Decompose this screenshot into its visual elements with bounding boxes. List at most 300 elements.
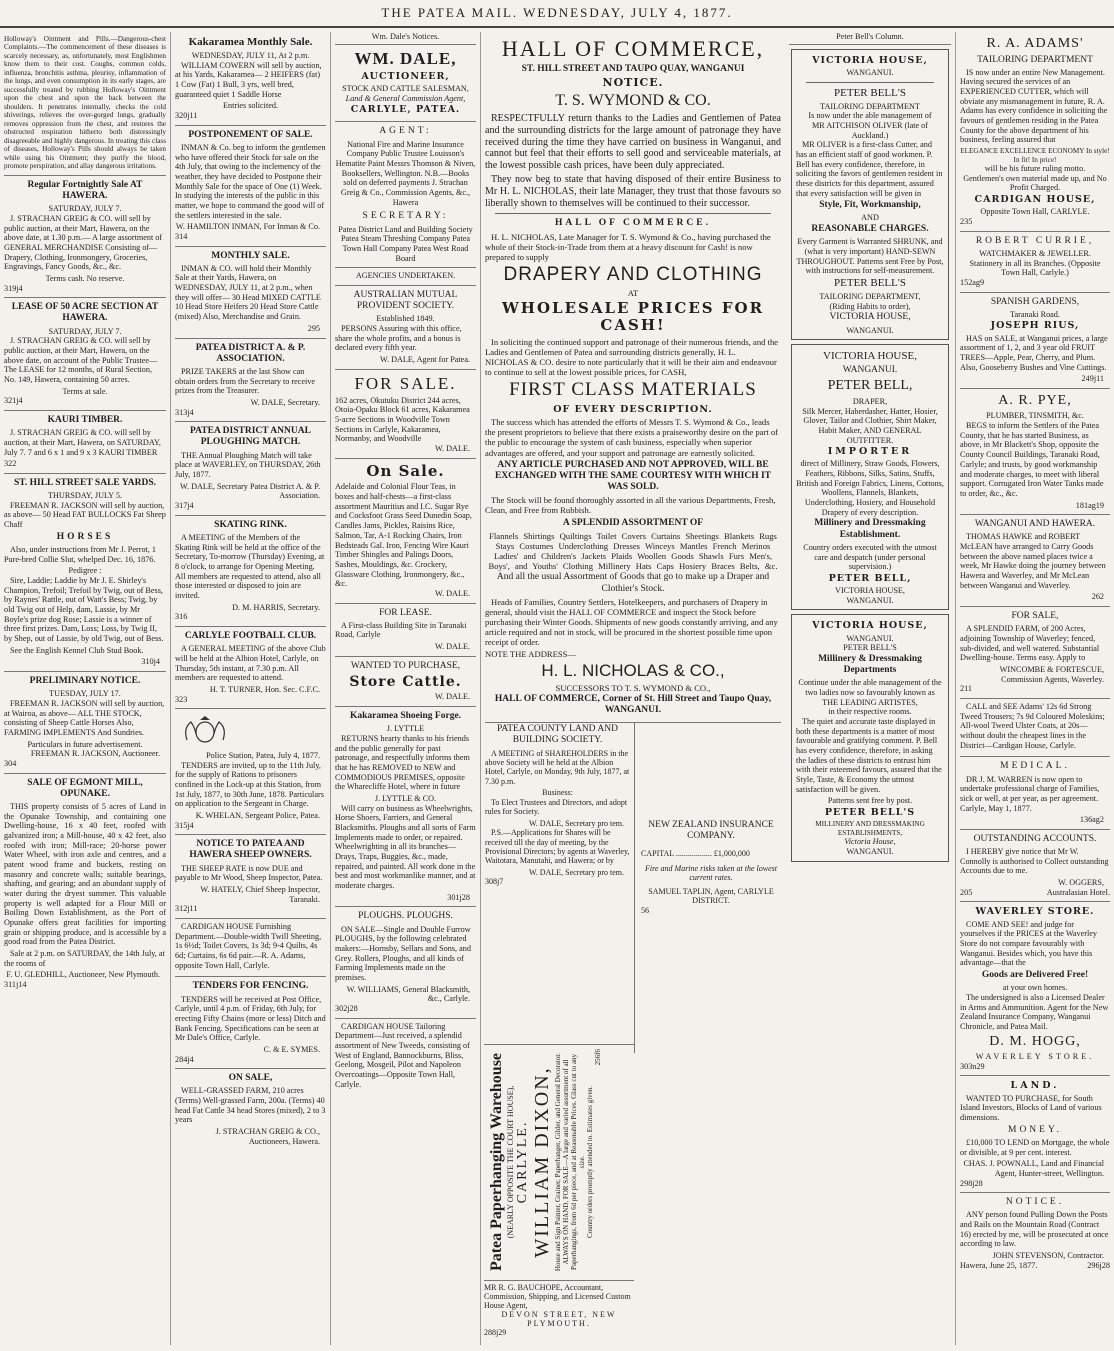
- column-2: [170, 32, 330, 1345]
- hall-subtitle: HALL OF COMMERCE.: [555, 218, 711, 229]
- ad-body: DR J. M. WARREN is now open to undertake professional charge of Families, sick or well, at per year, as per agreement. Carlyle, May 1, 1877.: [960, 774, 1100, 813]
- nz-insurance-ad: [635, 723, 785, 1053]
- patterns: Patterns sent free by post.: [827, 796, 913, 806]
- drapery-heading: DRAPERY AND CLOTHING: [503, 264, 763, 285]
- ad-name: JOSEPH RIUS,: [990, 320, 1080, 332]
- agent-body: National Fire and Marine Insurance Company Public Trustee Louisson's Hematite Paint Messrs Thomson & Niven, Booksellers, Wellington. N.B.—Books sold on deferred payments J. Strachan Greig & Co., Commission Agents, &c., Hawera: [335, 139, 476, 207]
- town-2: WANGANUI.: [846, 325, 894, 335]
- for-lease-ad: [335, 604, 476, 657]
- millinery: Millinery and Dressmaking Establishment.: [814, 518, 926, 540]
- hall-body: Heads of Families, Country Settlers, Hotelkeepers, and purchasers of Drapery in general, should visit the HALL OF COMMERCE and inspect the Stock before purchasing their Winter Goods. Shipments of new goods constantly arriving, and any article required and not in stock, will be procured in the shortest possible time upon receipt of order.: [485, 596, 778, 648]
- ad-body: INMAN & CO. will hold their Monthly Sale at their Yards, Hawera, on WEDNESDAY, JULY 11, at 2 p.m., when they will offer— 30 Head MIXED CATTLE 10 Head Store Heifers 20 Head Store Cattle (mixed) Also, Merchandise and Grain.: [175, 263, 321, 322]
- manager: MR AITCHISON OLIVER (late of Auckland.): [812, 120, 928, 140]
- lower-section: [485, 723, 781, 1053]
- ad-body: INMAN & Co. beg to inform the gentlemen who have offered their Stock for sale on the 4th July, that owing to the inclemency of the weather, they have decided to Postpone their Monthly Sale for the space of One (1) Week. In studying the interests of the public in this matter, we hope to command the good will of the settlers interested in the sale.: [175, 142, 326, 220]
- ad-heading: LEASE OF 50 ACRE SECTION AT HAWERA.: [11, 302, 159, 324]
- ad-footer: [960, 888, 1110, 898]
- column-header: Wm. Dale's Notices.: [335, 32, 476, 45]
- ad-heading: Kakaramea Shoeing Forge.: [349, 711, 462, 722]
- ad-signature: K. WHELAN, Sergeant Police, Patea.: [195, 810, 320, 820]
- ad-ref: 301j28: [447, 892, 470, 902]
- ad-heading: CARLYLE FOOTBALL CLUB.: [184, 630, 317, 641]
- ad-body: RETURNS hearty thanks to his friends and the public generally for past patronage, and respectfully informs them that he has REMOVED to NEW and COMMODIOUS PREMISES, opposite the Wharecliffe Hotel, where in future: [335, 734, 470, 792]
- spanish-gardens-ad: [960, 293, 1110, 389]
- ad-heading: PATEA COUNTY LAND AND BUILDING SOCIETY.: [497, 724, 618, 746]
- ad-heading: Kakaramea Monthly Sale.: [188, 36, 313, 48]
- ad-ref: 302j28: [335, 1004, 358, 1014]
- ad-ref: 315j4: [175, 820, 194, 830]
- ad-signature: W. HATELY, Chief Sheep Inspector, Taranaki.: [200, 884, 320, 904]
- kauri-ad: [4, 411, 166, 474]
- horses-heading: HORSES: [56, 531, 114, 542]
- for-sale-ad: [335, 370, 476, 459]
- postponement-ad: [175, 126, 326, 247]
- ad-ref: 288j29: [484, 1328, 507, 1337]
- ad-body: P.S.—Applications for Shares will be received till the day of meeting, by the Provisional Directors; by agents at Waverley, Waitotara, Manutahi, and Hawera; or by: [485, 828, 630, 866]
- bell-name-2: PETER BELL'S: [824, 807, 916, 819]
- millinery-box: [791, 614, 949, 861]
- column-3: [330, 32, 480, 1345]
- ad-big-title: Store Cattle.: [349, 673, 462, 690]
- body: Continue under the able management of the two ladies now so favourably known as: [798, 678, 942, 698]
- ad-body: 162 acres, Okutuku District 244 acres, Otoia-Opaku Block 61 acres, Kakaramea 5-acre Sections in Woodville Town Sections in Carlyle, Kakaramea, Normanby, and Woodville: [335, 395, 470, 444]
- ad-business: Business:: [542, 788, 573, 798]
- ad-body: J. STRACHAN GREIG & CO. will sell by public auction, at their Mart, Hawera, on the above date, on account of the Public Trustee— The LEASE for 12 months, of Rural Section, No. 149, Hawera, containing 50 acres.: [4, 336, 158, 384]
- ad-address: DEVON STREET, NEW PLYMOUTH.: [501, 1310, 617, 1328]
- medical-ad: [960, 757, 1110, 830]
- sheep-owners-ad: [175, 835, 326, 919]
- tailoring-box: [791, 49, 949, 341]
- masthead: THE PATEA MAIL. WEDNESDAY, JULY 4, 1877.: [0, 0, 1114, 28]
- ad-note: will be his future ruling motto.: [984, 164, 1086, 174]
- ad-body: TENDERS will be received at Post Office, Carlyle, until 4 p.m. of Friday, 6th July, for erecting Fifty Chains (more or less) Ditch and Bank Fencing. Specifications can be seen at Mr Dale's Office, Carlyle.: [175, 994, 326, 1043]
- kakaramea-sale-ad: [175, 32, 326, 126]
- ad-ref: 322: [4, 459, 17, 469]
- money-heading: MONEY.: [1008, 1124, 1062, 1135]
- ad-signature: W. DALE, Secretary Patea District A. & P. Association.: [180, 481, 320, 501]
- ad-body: MR R. G. BAUCHOPE, Accountant, Commission, Shipping, and Licensed Custom House Agent,: [484, 1283, 631, 1310]
- store-cattle-ad: [335, 657, 476, 707]
- agencies-text: AGENCIES UNDERTAKEN.: [355, 271, 456, 281]
- ad-ref: 205: [960, 887, 973, 897]
- ad-date: TUESDAY, JULY 17.: [49, 689, 121, 699]
- ad-heading: FOR LEASE.: [379, 607, 432, 618]
- ad-heading: SKATING RINK.: [214, 519, 287, 530]
- wm-dale-ad: [335, 45, 476, 123]
- ad-ref: 304: [4, 758, 17, 768]
- bauchope-ad: [484, 1280, 634, 1348]
- ad-note: Entries solicited.: [222, 101, 279, 111]
- paperhanging-town: CARLYLE.: [514, 1120, 530, 1204]
- hall-body: RESPECTFULLY return thanks to the Ladies and Gentlemen of Patea and the surrounding districts for the large amount of patronage they have received during the time they have carried on business in Wanganui, and cannot but feel that their efforts to sell good and serviceable materials, at the lowest possible cash prices, have been duly appreciated.: [485, 113, 781, 172]
- forge-name: J. LYTTLE: [386, 724, 425, 734]
- ad-signature: W. OGGERS,: [1058, 878, 1104, 888]
- hall-body: H. L. NICHOLAS, Late Manager for T. S. Wymond & Co., having purchased the whole of their Stock-in-Trade from them at a heavy discount for Cash! is now prepared to supply: [485, 231, 771, 262]
- ad-ref: 323: [175, 694, 188, 704]
- ad-body: A SPLENDID FARM, of 200 Acres, adjoining Township of Waverley; fenced, sub-divided, and well watered. Substantial Dwelling-house. Terms easy. Apply to: [960, 624, 1100, 663]
- ad-body: A GENERAL MEETING of the above Club will be held at the Albion Hotel, Carlyle, on Thursday, 5th instant, at 7.30 p.m. All members are requested to attend.: [175, 644, 326, 683]
- preliminary-notice-ad: [4, 672, 166, 774]
- body: Is now under the able management of: [808, 111, 932, 121]
- ad-body: IS now under an entire New Management. Having secured the services of an EXPERIENCED CUTTER, which will obviate any mismanagement in future, R. A. Adams has every confidence in soliciting the favours of gentlemen residing in the Patea County for the above department of his business, feeling assured that: [960, 67, 1108, 145]
- ad-ref: 317j4: [175, 501, 194, 511]
- ad-heading: MONTHLY SALE.: [211, 250, 290, 261]
- secretary-heading: SECRETARY:: [362, 211, 449, 222]
- ad-ref: 314: [175, 231, 188, 241]
- egmont-mill-ad: [4, 774, 166, 994]
- town-2: WANGANUI.: [846, 595, 894, 605]
- ad-heading: ST. HILL STREET SALE YARDS.: [13, 477, 157, 488]
- ad-heading: PATEA DISTRICT ANNUAL PLOUGHING MATCH.: [190, 426, 311, 448]
- cardigan-furnishing-ad: [175, 919, 326, 977]
- column-1: [0, 32, 170, 1345]
- victoria-house-2: VICTORIA HOUSE,: [829, 312, 911, 323]
- cardigan-tailoring-ad: [335, 1019, 476, 1096]
- ad-body: ANY person found Pulling Down the Posts and Rails on the Mountain Road (Contract 16) erected by me, will be prosecuted at once according to law.: [960, 1210, 1109, 1249]
- items-list: Flannels Shirtings Quiltings Toilet Covers Curtains Sheetings Blankets Rugs Stays Costumes Underclothing Dresses Winceys Mantles French Merinos Ladies' and Children's Jackets Plaids Woollen Goods Shawls Furs Men's, Boys', and Youths' Clothing Millinery Hats Caps Hosiery Braces Belts, &c.: [488, 530, 778, 572]
- hall-address: ST. HILL STREET AND TAUPO QUAY, WANGANUI: [521, 63, 745, 74]
- ad-heading: LAND.: [1010, 1080, 1060, 1092]
- ad-heading: KAURI TIMBER.: [47, 414, 123, 425]
- ad-signature: FREEMAN R. JACKSON, Auctioneer.: [30, 749, 160, 759]
- ad-date: SATURDAY, JULY 7.: [48, 204, 122, 214]
- establishments: MILLINERY AND DRESSMAKING ESTABLISHMENTS,: [815, 820, 925, 837]
- monthly-sale-ad: [175, 247, 326, 339]
- artistes: THE LEADING ARTISTES,: [822, 697, 918, 707]
- ad-body: Stationery in all its Branches. (Opposite Town Hall, Carlyle.): [969, 258, 1101, 278]
- ad-body: Also, under instructions from Mr J. Perrot, 1 Pure-bred Collie Slut, whelped Dec. 16, 1876.: [4, 544, 156, 564]
- habits: (Riding Habits to order),: [829, 301, 911, 311]
- ad-body: THE SHEEP RATE is now DUE and payable to Mr Wood, Sheep Inspector, Patea.: [175, 863, 323, 883]
- town-2: WANGANUI.: [846, 846, 894, 856]
- ad-heading: NEW ZEALAND INSURANCE COMPANY.: [648, 820, 774, 842]
- shoeing-forge-ad: [335, 707, 476, 907]
- ad-heading: WANGANUI AND HAWERA.: [974, 519, 1096, 530]
- ad-body: ON SALE—Single and Double Furrow PLOUGHS, by the following celebrated makers:—Hornsby, Sellars and Sons, and Grey. Rollers, Ploughs, and all kinds of Farming Implements made on the premises.: [335, 924, 471, 982]
- agent-list: [335, 122, 476, 268]
- currie-ad: [960, 232, 1110, 293]
- ad-heading: SALE OF EGMONT MILL, OPUNAKE.: [27, 777, 143, 799]
- ad-heading: WAVERLEY STORE.: [975, 906, 1095, 918]
- ad-body: THOMAS HAWKE and ROBERT McLEAN have arranged to Carry Goods between the above named places twice a week, Mr Hawke doing the journey between Hawera and Waverley, and Mr McLean between Wanganui and Waverley.: [960, 532, 1106, 590]
- ad-body: WELL-GRASSED FARM, 210 acres (Terms) Well-grassed Farm, 200a. (Terms) 40 head Fat Cattle 34 head Stores (mixed), 2 to 3 years: [175, 1086, 326, 1125]
- sale-yards-ad: [4, 474, 166, 672]
- ad-body: I HEREBY give notice that Mr W. Connolly is authorised to Collect outstanding Accounts due to me.: [960, 847, 1109, 876]
- ad-heading: On Sale.: [366, 461, 445, 480]
- prof: in their respective rooms.: [828, 707, 912, 717]
- victoria-house-2: Victoria House,: [844, 837, 896, 847]
- importer: IMPORTER: [827, 446, 913, 458]
- ad-heading: FOR SALE.: [354, 373, 457, 393]
- ad-body: PRIZE TAKERS at the last Show can obtain orders from the Secretary to receive prizes from the Treasurer.: [175, 366, 316, 396]
- ad-ref: 152ag9: [960, 277, 985, 287]
- victoria-house: VICTORIA HOUSE,: [823, 350, 917, 363]
- ad-heading: TENDERS FOR FENCING.: [192, 981, 309, 992]
- ad-trade: WATCHMAKER & JEWELLER.: [979, 248, 1091, 258]
- ad-ref: 321j4: [4, 396, 23, 406]
- ad-date: Established 1849.: [376, 314, 435, 324]
- ad-body: A MEETING of the Members of the Skating Rink will be held at the office of the Secretary, To-morrow (Thursday) Evening, at 8 o'clock, to arrange for Opening Meeting. All members are requested to attend, also all those interested or disposed to join are invited.: [175, 532, 325, 600]
- ad-signature: J. STRACHAN GREIG & CO., Auctioneers, Hawera.: [215, 1127, 320, 1146]
- ad-heading: POSTPONEMENT OF SALE.: [188, 129, 313, 140]
- carriers-ad: [960, 515, 1110, 607]
- town: WANGANUI.: [846, 633, 894, 643]
- ad-ref: 316: [175, 612, 188, 622]
- ad-signature: W. DALE.: [435, 692, 470, 702]
- divider: [495, 213, 771, 214]
- royal-crest-icon: [175, 714, 235, 746]
- ad-body: COME AND SEE! and judge for yourselves if the PRICES at the Waverley Store do not compare favourably with Wanganui. Besides which, you have this advantage—that the: [960, 919, 1097, 968]
- ad-note: Particulars in future advertisement.: [27, 739, 143, 749]
- ad-footer: [960, 1261, 1110, 1271]
- millinery: Millinery & Dressmaking Departments: [818, 653, 922, 676]
- fortnightly-sale-ad: [4, 176, 166, 298]
- paperhanging-body2: Country orders promptly attended to. Estimates given.: [585, 1085, 594, 1239]
- ad-heading: ON SALE,: [228, 1073, 273, 1084]
- ad-signature: D. M. HARRIS, Secretary.: [232, 602, 320, 612]
- ad-date: WEDNESDAY, JULY 11, At 2 p.m.: [191, 50, 310, 60]
- draper: DRAPER,: [852, 396, 888, 406]
- ad-signature: W. DALE, Secretary pro tem.: [528, 867, 624, 877]
- ad-ref: 308j7: [485, 877, 504, 887]
- ad-body: A MEETING of SHAREHOLDERS in the above Society will be held at the Albion Hotel, Carlyle, on Monday, 9th July, 1877, at 7.30 p.m.: [485, 748, 630, 786]
- dale-place: CARLYLE, PATEA.: [350, 104, 461, 116]
- secretary-body: Patea District Land and Building Society Patea Steam Threshing Company Patea Town Hall Company Patea West Road Board: [338, 224, 473, 263]
- ad-heading: NOTICE.: [1005, 1197, 1065, 1208]
- ad-body: CARDIGAN HOUSE Furnishing Department.—Double-width Twill Sheeting, 1s 6½d; Toilet Covers, 1s 3d; 9-4 Quilts, 4s 6d; Curtains, 6s 6d pair.—R. A. Adams, opposite Town Hall, Carlyle.: [175, 922, 322, 970]
- accounts-ad: [960, 830, 1110, 903]
- ad-body: WANTED TO PURCHASE, for South Island Investors, Blocks of Land of various dimensions.: [960, 1093, 1102, 1123]
- ad-heading: A. R. PYE,: [998, 392, 1072, 408]
- bell-name-2: PETER BELL,: [828, 572, 912, 584]
- body: The quiet and accurate taste displayed in both these departments is a matter of most favourable and gratifying comment. P. Bell has every confidence, therefore, in asking the ladies of these districts to entrust him with their esteemed favours, assured that the Style, Taste, & Economy the utmost satisfaction will be given.: [796, 717, 942, 794]
- ad-dateline: Police Station, Patea, July 4, 1877.: [206, 750, 320, 760]
- association-ad: [175, 339, 326, 423]
- ad-signature: SAMUEL TAPLIN, Agent, CARLYLE DISTRICT.: [648, 886, 774, 906]
- body: Silk Mercer, Haberdasher, Hatter, Hosier, Glover, Tailor and Clothier, Shirt Maker, Habit Maker, AND GENERAL OUTFITTER.: [802, 406, 938, 445]
- dale-name: WM. DALE,: [354, 48, 457, 68]
- dale-stock: STOCK AND CATTLE SALESMAN,: [342, 83, 469, 93]
- style-line: Style, Fit, Workmanship,: [819, 200, 921, 211]
- ad-signature: W. HAMILTON INMAN, For Inman & Co.: [175, 222, 320, 232]
- ad-heading: MEDICAL.: [1000, 761, 1070, 772]
- agent-heading: AGENT:: [379, 126, 432, 137]
- dept-2: TAILORING DEPARTMENT,: [819, 291, 921, 301]
- ad-road: Taranaki Road.: [1010, 309, 1060, 319]
- dept: TAILORING DEPARTMENT: [820, 101, 920, 111]
- ad-body: PERSONS Assuring with this office, share the whole profits, and a bonus is declared every fifth year.: [335, 324, 462, 353]
- ad-ref: 311j14: [4, 980, 27, 990]
- ad-heading: Regular Fortnightly Sale AT HAWERA.: [27, 179, 143, 201]
- hogg-store: WAVERLEY STORE.: [975, 1052, 1095, 1062]
- paperhanging-owner: WILLIAM DIXON,: [530, 1066, 553, 1258]
- ad-goods: Goods are Delivered Free!: [981, 970, 1089, 981]
- body: Every Garment is Warranted SHRUNK, and (what is very important) HAND-SEWN THROUGHOUT. Patterns sent Free by Post, with instructions for self-measurement.: [796, 237, 944, 276]
- ad-date: SATURDAY, JULY 7.: [48, 326, 122, 336]
- body: direct of Millinery, Straw Goods, Flowers, Feathers, Ribbons, Silks, Satins, Stuffs, British and Foreign Fabrics, Linens, Cottons, Woollens, Flannels, Blankets, Underclothing, Hosiery, and Household Drapery of every description.: [796, 459, 944, 517]
- paperhanging-body: ALWAYS ON HAND, FOR SALE—A large and varied assortment of all Paperhangings, from 6d per piece, and at Reasonable Prices. Glass cut to any size.: [561, 1054, 586, 1270]
- ad-ref: 235: [960, 216, 973, 226]
- hall-body-bold: And all the usual Assortment of Goods that go to make up a Draper and Clothier's Stock.: [496, 572, 770, 594]
- wholesale-heading: WHOLESALE PRICES FOR CASH!: [501, 298, 765, 335]
- ad-ref: 296j28: [1087, 1260, 1110, 1270]
- ad-body: J. STRACHAN GREIG & CO. will sell by auction, at their Mart, Hawera, on SATURDAY, July 7. 7 and 6 x 1 and 9 x 3 KAURI TIMBER: [4, 428, 161, 457]
- ad-home: at your own homes.: [1002, 983, 1068, 993]
- ad-ref: 181ag19: [1075, 500, 1104, 510]
- ad-body: FREEMAN R. JACKSON will sell by auction, as above— 50 Head FAT BULLOCKS Fat Sheep Chaff: [4, 500, 166, 530]
- ad-body: See the English Kennel Club Stud Book.: [10, 645, 144, 655]
- ad-ref: 211: [960, 684, 972, 694]
- hall-firm: T. S. WYMOND & CO.: [555, 92, 711, 110]
- paperhanging-ad: [484, 1044, 634, 1279]
- ad-date: Hawera, June 25, 1877.: [960, 1260, 1038, 1270]
- town: WANGANUI.: [842, 365, 898, 376]
- fencing-tender-ad: [175, 977, 326, 1069]
- hall-location: HALL OF COMMERCE, Corner of St. Hill Street and Taupo Quay, WANGANUI.: [494, 693, 772, 715]
- body: MR OLIVER is a first-class Cutter, and has an efficient staff of good workmen. P. Bell has every confidence, therefore, in soliciting the favors of gentlemen resident in these districts for this department, assured that every satisfaction will be given in: [796, 140, 943, 198]
- charges-line: REASONABLE CHARGES.: [811, 224, 929, 235]
- first-class-heading: FIRST CLASS MATERIALS: [509, 379, 757, 401]
- nicholas-heading: H. L. NICHOLAS & CO.,: [541, 660, 725, 680]
- on-sale-goods-ad: [335, 459, 476, 604]
- land-ad: [960, 1076, 1110, 1193]
- ad-body: £10,000 TO LEND on Mortgage, the whole or divisible, at 9 per cent. interest.: [960, 1137, 1110, 1157]
- ad-body: THE Annual Ploughing Match will take place at WAVERLEY, on THURSDAY, 26th July, 1877.: [175, 450, 321, 480]
- adams-tailoring-ad: [960, 32, 1110, 232]
- agencies-line: [335, 268, 476, 286]
- ad-ref: 295: [307, 323, 320, 333]
- hall-body: In soliciting the continued support and patronage of their numerous friends, and the Ladies and Gentlemen of Patea and surrounding districts generally, H. L. NICHOLAS & CO. desire to note particularly that it will be their aim and endeavour to continue to sell at the lowest possible prices, for CASH,: [485, 336, 779, 378]
- ad-signature: WINCOMBE & FORTESCUE, Commission Agents, Waverley.: [999, 664, 1104, 684]
- column-header: Peter Bell's Column.: [789, 32, 951, 45]
- ad-signature: H. T. TURNER, Hon. Sec. C.F.C.: [209, 684, 320, 694]
- ad-ref: 136ag2: [1079, 815, 1104, 825]
- farm-for-sale-ad: [960, 607, 1110, 699]
- ad-ref: 320j11: [175, 111, 198, 120]
- ad-body: CALL and SEE Adams' 12s 6d Strong Tweed Trousers; 7s 9d Coloured Moleskins; All-wool Tweed Ulster Coats, at 20s—without doubt the cheapest lines in the District—Cardigan House, Carlyle.: [960, 702, 1105, 750]
- ad-date: THURSDAY, JULY 5.: [48, 491, 122, 501]
- ad-heading: NOTICE TO PATEA AND HAWERA SHEEP OWNERS.: [189, 839, 312, 861]
- ad-address: Opposite Town Hall, CARLYLE.: [980, 207, 1090, 217]
- ad-body: A First-class Building Site in Taranaki Road, Carlyle: [335, 620, 467, 640]
- hall-title: HALL OF COMMERCE,: [501, 36, 765, 61]
- ad-ref: 249j11: [1081, 374, 1104, 384]
- ad-ref: 56: [641, 905, 649, 915]
- ad-body: Sire, Laddie; Laddie by Mr J. E. Shirley's Champion, Trefoil; Trefoil by Twig, out of Bess, by Raynes' Rattle, out of Watt's Bess; Twig, by old Twig out of Help, dam, Lassie, by Mr Boyle's prize dog Rose; Lassie is a winner of three first prizes. Dam, Loss; Loss, by Twig II, by Shep, out of Lassie, by old Twig, out of Bess.: [4, 575, 164, 644]
- ad-signature: W. DALE.: [435, 642, 470, 652]
- ad-signature: W. DALE, Secretary.: [250, 397, 320, 407]
- column-5: [785, 32, 955, 1345]
- victoria-house-2: VICTORIA HOUSE,: [835, 586, 905, 596]
- skating-rink-ad: [175, 516, 326, 627]
- ad-heading: PLOUGHS. PLOUGHS.: [358, 911, 453, 922]
- column-6: [955, 32, 1114, 1345]
- ad-body2: Gentlemen's own material made up, and No Profit Charged.: [963, 173, 1107, 193]
- forge-firm: J. LYTTLE & CO.: [374, 794, 437, 804]
- ad-terms: Terms at sale.: [62, 386, 108, 396]
- ad-ref: 262: [1091, 592, 1104, 602]
- police-tender-ad: [175, 709, 326, 835]
- amp-society-ad: [335, 286, 476, 370]
- ad-body: BEGS to inform the Settlers of the Patea County, that he has started Business, as above, in Mr Blackett's Shop, opposite the County Council Buildings, Taranaki Road, Carlyle; and trusts, by good workmanship and moderate charges, to meet with liberal support. Corrugated Iron Water Tanks made to order, &c., &c.: [960, 421, 1104, 498]
- dale-role: AUCTIONEER,: [361, 70, 450, 82]
- hall-body: The Stock will be found thoroughly assorted in all the various Departments, Fresh, Clean, and Free from Rubbish.: [485, 495, 776, 516]
- town: WANGANUI.: [846, 67, 894, 77]
- ad-body: Will carry on business as Wheelwrights, Horse Shoers, Farriers, and General Blacksmiths. Ploughs and all sorts of Farm Implements made to order, or repaired. Wheelwrighting in all its branches—Drays, Traps, Buggies, &c., made, repaired, and painted. All work done in the best and most workmanlike manner, and at moderate charges.: [335, 803, 476, 891]
- ad-signature: W. WILLIAMS, General Blacksmith, &c., Carlyle.: [346, 984, 470, 1004]
- hall-notice: NOTICE.: [602, 76, 664, 90]
- ad-body: To Elect Trustees and Directors, and adopt rules for Society.: [485, 797, 628, 817]
- ad-hotel: Australasian Hotel.: [1046, 887, 1110, 897]
- bell-name: PETER BELL,: [827, 378, 913, 394]
- bell-name: PETER BELL'S: [843, 643, 897, 653]
- hall-body: The success which has attended the efforts of Messrs T. S. Wymond & Co., leads the present proprietors to believe that there exists a praiseworthy desire on the part of the public to encourage the system of cash business, especially when superior advantages are offered, and your support and patronage are earnestly solicited.: [485, 417, 779, 458]
- ploughing-match-ad: [175, 422, 326, 515]
- ad-body: Fire and Marine risks taken at the lowest current rates.: [645, 864, 777, 883]
- ad-signature: JOHN STEVENSON, Contractor.: [992, 1251, 1104, 1261]
- victoria-house: VICTORIA HOUSE,: [812, 620, 928, 632]
- divider: [806, 82, 934, 83]
- ad-signature: C. & E. SYMES.: [263, 1044, 320, 1054]
- bell-name-2: PETER BELL'S: [834, 277, 906, 289]
- ad-body: HAS on SALE, at Wanganui prices, a large assortment of 1, 2, and 3 year old FRUIT TREES—Apple, Pear, Cherry, and Plum. Also, Gooseberry Bushes and Vine Cuttings.: [960, 333, 1108, 372]
- paperhanging-subtitle: (NEARLY OPPOSITE THE COURT HOUSE),: [505, 1085, 515, 1239]
- paperhanging-rotated: [484, 1045, 634, 1279]
- nz-capital: CAPITAL .................. £1,000,000: [641, 848, 750, 858]
- lease-ad: [4, 298, 166, 411]
- and: AND: [861, 213, 879, 223]
- ad-ref: 313j4: [175, 407, 194, 417]
- hall-of-commerce-ad: [485, 32, 781, 723]
- ad-heading: R. A. ADAMS': [986, 36, 1084, 51]
- ad-heading: SPANISH GARDENS,: [990, 296, 1080, 307]
- ad-ref: 319j4: [4, 283, 23, 293]
- paperhanging-title: Patea Paperhanging Warehouse: [488, 1052, 505, 1272]
- every-desc: OF EVERY DESCRIPTION.: [553, 403, 713, 415]
- waverley-store-ad: [960, 902, 1110, 1076]
- football-club-ad: [175, 627, 326, 709]
- ad-signature: W. DALE, Agent for Patea.: [380, 355, 470, 365]
- ad-signature: W. DALE.: [435, 444, 470, 454]
- ad-terms: Terms cash. No reserve.: [45, 273, 125, 283]
- exchange-notice: ANY ARTICLE PURCHASED AND NOT APPROVED, WILL BE EXCHANGED WITH THE SAME COURTESY WITH WHICH IT WAS SOLD.: [494, 459, 772, 493]
- victoria-house: VICTORIA HOUSE,: [812, 54, 928, 66]
- ad-house: CARDIGAN HOUSE,: [974, 194, 1096, 206]
- notice-ad: [960, 1193, 1110, 1274]
- ad-body: J. STRACHAN GREIG & CO. will sell by public auction, at their Mart, Hawera, on the above date, at 1.30 p.m.— A large assortment of GENERAL MERCHANDISE Consisting of—Drapery, Clothing, Ironmongery, Groceries, Engravings, Fancy Goods, &c., &c.: [4, 213, 163, 272]
- ad-body: TENDERS are invited, up to the 11th July, for the supply of Rations to prisoners confined in the Lock-up at this Station, from 1st July, 1877, to 30th June, 1878. Particulars on application to the Sergeant in Charge.: [175, 760, 324, 809]
- ad-heading: ROBERT CURRIE,: [975, 235, 1095, 246]
- ad-signature: CHAS. J. POWNALL, Land and Financial Agent, Hunter-street, Wellington.: [963, 1159, 1104, 1178]
- ad-heading: PATEA DISTRICT A. & P. ASSOCIATION.: [195, 342, 306, 364]
- ad-trade: PLUMBER, TINSMITH, &c.: [986, 411, 1084, 421]
- pedigree-heading: Pedigree :: [68, 566, 102, 576]
- assortment-heading: A SPLENDID ASSORTMENT OF: [562, 517, 704, 528]
- holloway-ad: Holloway's Ointment and Pills.—Dangerous-chest Complaints.—The commencement of these diseases is scarcely necessary, as, unfortunately, most Englishmen know them to their cost. Coughs, common colds, influenza, bronchitis asthma, pleurisy, inflammation of the lungs, and even consumption in its early stages, are successfully treated by rubbing Holloway's Ointment upon the chest and upon the back between the shoulders. It penetrates internally, checks the cold shiverings, relieves the over-gorged lungs, gradually removes oppression from the chest, and restores the obstructed respiration hitherto both distressingly disagreeable and highly dangerous. In treating this class of diseases, Holloway's Pills should always be taken while using his Ointment; they purify the blood, promote perspiration, and allay dangerous irritations.: [4, 32, 166, 176]
- ad-heading: AUSTRALIAN MUTUAL PROVIDENT SOCIETY.: [353, 289, 458, 312]
- ad-ref: 284j4: [175, 1054, 194, 1064]
- paperhanging-ref: 256f6: [593, 1049, 602, 1066]
- note-address: NOTE THE ADDRESS—: [485, 649, 577, 660]
- dale-land: Land & General Commission Agent,: [345, 93, 466, 103]
- ad-ref: 303n29: [960, 1061, 985, 1071]
- ad-body: THIS property consists of 5 acres of Land in the Opunake Township, and containing one Dwelling-house, 16 x 40 feet, roofed with galvanized iron; a Mill-house, 40 x 42 feet, also roofed with iron; Mill-race; 20-horse power Water Wheel, with iron axle and centres, and a patent wood frame and buckets, resting on masonry and concrete walls; suitable bearings, shafting, and gearing; and an abundant supply of water during the dryest summer. This valuable property is well adapted for a Flour Mill or Boiling Down Establishment, as the Port of Opunake offers great facilities for importing grain or shipping produce, and is accessible by a good road from the Patea District.: [4, 802, 166, 947]
- ad-signature: W. DALE, Secretary pro tem.: [528, 818, 624, 828]
- hall-body: They now beg to state that having disposed of their entire Business to Mr H. L. NICHOLAS, their late Manager, they trust that those favours so liberally shown to themselves will be continued to their successor.: [485, 173, 781, 209]
- ad-body: WILLIAM COWERN will sell by auction, at his Yards, Kakaramea— 2 HEIFERS (fat) 1 Cow (Fat) 1 Bull, 3 yrs, well bred, guaranteed quiet 1 Saddle Horse: [175, 60, 322, 99]
- at-text: AT: [627, 288, 639, 299]
- pye-ad: [960, 389, 1110, 515]
